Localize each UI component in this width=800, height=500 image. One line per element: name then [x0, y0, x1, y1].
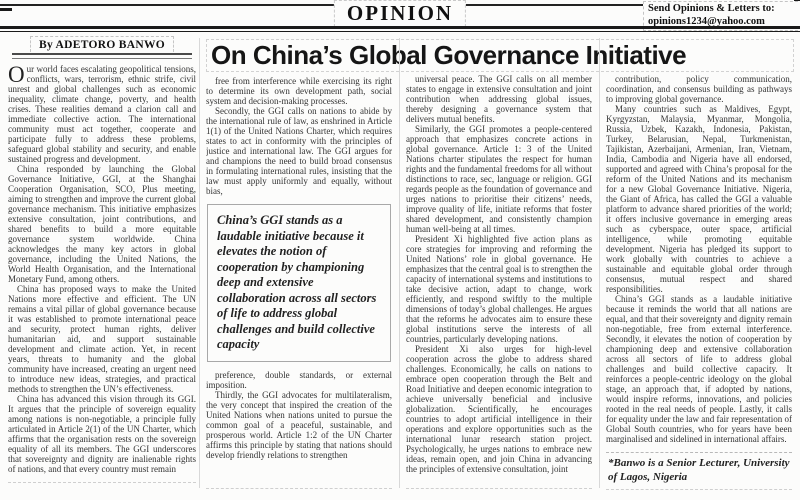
paragraph: Secondly, the GGI calls on nations to abide by the international rule of law, as enshrined in Article 1(1) of the United Nations Charter, which requires states to act in conformity with the principles of justice and international law. The GGI argues for and champions the need to build broad consensus in formulating international rules, insisting that the law must apply uniformly and equally, without bias,	[206, 106, 392, 196]
scan-edge-mark-left	[0, 8, 12, 11]
column-4-paragraphs	[606, 74, 792, 444]
paragraph-text: ur world faces escalating geopolitical tensions, conflicts, wars, terrorism, ethnic strife, civil unrest and global challenges such as economic inequality, climate change, poverty, and health crises. These realities demand a clarion call and immediate collective action. The international community must act together, cooperate and participate fully to address these problems, safeguard global stability and security, and enable sustained progress and development.	[8, 64, 196, 164]
column-2	[206, 76, 392, 488]
author-credit: *Banwo is a Senior Lecturer, University of Lagos, Nigeria	[606, 452, 792, 490]
paragraph: preference, double standards, or external imposition.	[206, 369, 392, 390]
column-1	[8, 36, 196, 488]
column-end-rule	[8, 482, 196, 483]
paragraph: President Xi highlighted five action plans as core strategies for improving and reforming the United Nations’ role in global governance. He emphasizes that the central goal is to strengthen the capacity of international systems and institutions to take decisive action, adapt to change, work efficiently, and respond swiftly to the multiple dimensions of today’s global challenges. He argues that the reforms he advocates aim to ensure these global institutions serve the interests of all countries, particularly developing nations.	[406, 234, 592, 344]
paragraph: universal peace. The GGI calls on all member states to engage in extensive consultation and joint contribution when addressing global issues, thereby designing a governance system that delivers mutual benefits.	[406, 74, 592, 124]
column-separator	[399, 38, 400, 488]
paragraph: free from interference while exercising its right to determine its own development path, social system and decision-making processes.	[206, 76, 392, 106]
paragraph: Thirdly, the GGI advocates for multilateralism, the very concept that inspired the creation of the United Nations when nations united to pursue the common goal of a peaceful, sustainable, and prosperous world. Article 1:2 of the UN Charter affirms this principle by stating that nations should develop friendly relations to strengthen	[206, 389, 392, 460]
paragraph: Similarly, the GGI promotes a people-centered approach that emphasizes concrete actions in global governance. Article 1: 3 of the United Nations charter stipulates the respect for human rights and the fundamental freedoms for all without distinctions to race, sec, language or religion. GGI regards people as the foundation of governance and urges nations to prioritise their citizens’ needs, improve quality of life, initiate reforms that foster shared development, and consistently champion human well-being at all times.	[406, 124, 592, 234]
paragraph: China’s GGI stands as a laudable initiative because it reminds the world that all nations are equal, and that their sovereignty and dignity remain non-negotiable, free from external interference. Secondly, it elevates the notion of cooperation by championing deep and extensive collaboration across all sectors of life to address global challenges and build collective capacity. It reinforces a people-centric ideology on the global stage, an approach that, if adopted by nations, would inspire reforms, innovations, and policies rooted in the real needs of people. Lastly, it calls for equality under the law and fair representation of Global South countries, who for years have been marginalised and sidelined in international affairs.	[606, 294, 792, 444]
column-separator	[599, 38, 600, 488]
paragraph: contribution, policy communication, coordination, and consensus building as pathways to improving global governance.	[606, 74, 792, 104]
column-1-paragraphs	[8, 164, 196, 474]
byline-rule	[12, 53, 192, 59]
byline-block	[12, 36, 192, 59]
opening-paragraph	[8, 64, 196, 164]
column-end-rule	[206, 488, 392, 489]
section-title: OPINION	[334, 0, 466, 27]
column-3	[406, 74, 592, 488]
column-end-rule	[406, 488, 592, 489]
article-headline: On China’s Global Governance Initiative	[206, 39, 794, 72]
contact-line: Send Opinions & Letters to:	[648, 3, 775, 14]
column-3-paragraphs	[406, 74, 592, 474]
paragraph: President Xi also urges for high-level cooperation across the globe to address shared challenges. Economically, he calls on nations to embrace open cooperation through the Belt and Road Initiative and deepen economic integration to achieve universally beneficial and inclusive globalization. Scientifically, he encourages countries to adopt artificial intelligence in their operations and explore opportunities such as the international lunar research station project. Psychologically, he urges nations to embrace new ideas, remain open, and join China in advancing the principles of extensive consultation, joint	[406, 344, 592, 474]
column-2-top-paragraphs	[206, 76, 392, 196]
pull-quote: China’s GGI stands as a laudable initiative because it elevates the notion of cooperation by championing deep and extensive collaboration across all sectors of life to address global challenges and build collective capacity	[207, 204, 391, 362]
byline: By ADETORO BANWO	[30, 36, 174, 52]
column-separator	[199, 38, 200, 488]
paragraph: China responded by launching the Global Governance Initiative, GGI, at the Shanghai Cooperation Organisation, SCO, Plus meeting, aiming to strengthen and improve the current global governance mechanism. This initiative emphasizes extensive consultation, joint contributions, and shared benefits to build a more equitable governance system worldwide. China acknowledges the many key actors in global governance, including the United Nations, the World Health Organisation, and the International Monetary Fund, among others.	[8, 164, 196, 284]
column-4	[606, 74, 792, 452]
header-bottom-rule	[0, 26, 800, 32]
paragraph: China has proposed ways to make the United Nations more effective and efficient. The UN remains a vital pillar of global governance because it was established to promote international peace and security, protect human rights, deliver humanitarian aid, and support sustainable development and climate action. Yet, in recent years, threats to humanity and the global community have increased, creating an urgent need to introduce new ideas, strategies, and practical methods to strengthen the UN’s effectiveness.	[8, 284, 196, 394]
column-2-bottom-paragraphs	[206, 370, 392, 460]
paragraph: China has advanced this vision through its GGI. It argues that the principle of sovereign equality among nations is non-negotiable, a principle fully articulated in Article 2(1) of the UN Charter, which affirms that the organisation rests on the sovereign equality of all its members. The GGI underscores that sovereignty and dignity are inalienable rights of nations, and that every country must remain	[8, 394, 196, 474]
contact-email: opinions1234@yahoo.com	[648, 15, 765, 27]
drop-cap: O	[8, 62, 25, 87]
paragraph: Many countries such as Maldives, Egypt, Kyrgyzstan, Malaysia, Myanmar, Mongolia, Russia, Uzbek, Kazakh, Indonesia, Pakistan, Turkey, Belarusian, Nepal, Turkmenistan, Tajikistan, Azerbaijani, Armenian, Iran, Vietnam, India, Cambodia and Nigeria have all endorsed, supported and agreed with China’s proposal for the reform of the United Nations and its mechanism for a new Global Governance Initiative. Nigeria, the Giant of Africa, has called the GGI a valuable platform to advance shared priorities of the world; it offers inclusive governance in emerging areas such as cyberspace, outer space, artificial intelligence, while promoting equitable development. Nigeria has pledged its support to work globally with countries to achieve a sustainable and equitable global order through consensus, mutual respect and shared responsibilities.	[606, 104, 792, 294]
